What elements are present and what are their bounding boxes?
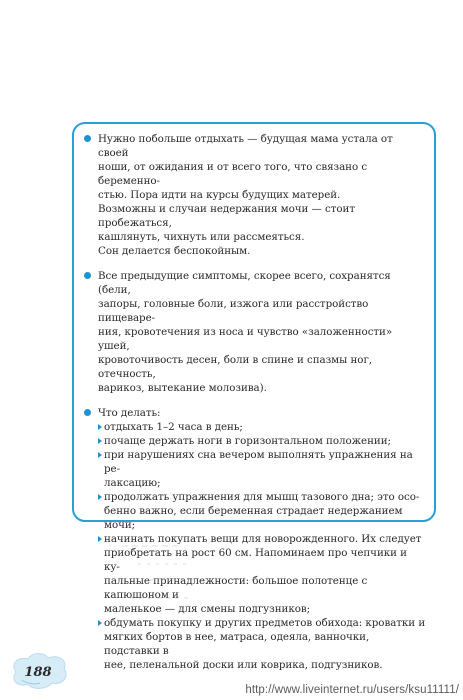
text-line: стью. Пора идти на курсы будущих матерей. <box>98 189 341 201</box>
blue-dot-icon <box>84 409 91 416</box>
watermark-url: http://www.liveinternet.ru/users/ksu11111/ <box>245 684 459 696</box>
faint-bleedthrough-marks <box>120 540 210 610</box>
list-item <box>98 616 426 672</box>
item-line: почаще держать ноги в горизонтальном положении; <box>104 435 391 447</box>
text-line: Нужно побольше отдыхать — будущая мама устала от своей <box>98 133 393 159</box>
list-item <box>98 420 426 434</box>
item-line: при нарушениях сна вечером выполнять упражнения на ре- <box>104 449 413 475</box>
item-line: продолжать упражнения для мышц тазового дна; это осо- <box>104 491 420 503</box>
list-item <box>98 434 426 448</box>
item-line: маленькое — для смены подгузников; <box>104 603 311 615</box>
page-number: 188 <box>24 665 52 680</box>
text-line: ния, кровотечения из носа и чувство «заложенности» ушей, <box>98 326 393 352</box>
text-line: Сон делается беспокойным. <box>98 245 251 257</box>
blue-arrow-icon <box>98 494 102 500</box>
item-line: пальные принадлежности: большое полотенце с капюшоном и <box>104 575 368 601</box>
section-rest <box>86 132 426 258</box>
item-line: обдумать покупку и других предметов обихода: кроватки и <box>104 617 426 629</box>
text-line: Все предыдущие симптомы, скорее всего, сохранятся (бели, <box>98 270 391 296</box>
text-line: кашлянуть, чихнуть или рассмеяться. <box>98 231 305 243</box>
item-line: лаксацию; <box>104 477 161 489</box>
info-box <box>72 122 436 671</box>
blue-arrow-icon <box>98 424 102 430</box>
section-title: Что делать: <box>98 407 161 419</box>
blue-arrow-icon <box>98 452 102 458</box>
text-line: Возможны и случаи недержания мочи — стоит пробежаться, <box>98 203 355 229</box>
text-line: запоры, головные боли, изжога или расстройство пищеваре- <box>98 298 369 324</box>
section-todo <box>86 406 426 672</box>
item-line: мягких бортов в нее, матраса, одеяла, ванночки, подставки в <box>104 631 370 657</box>
item-line: приобретать на рост 60 см. Напоминаем про чепчики и ку- <box>104 547 407 573</box>
item-line: отдыхать 1–2 часа в день; <box>104 421 243 433</box>
section-symptoms <box>86 269 426 395</box>
blue-arrow-icon <box>98 620 102 626</box>
item-line: бенно важно, если беременная страдает недержанием мочи; <box>104 505 403 531</box>
item-line: нее, пеленальной доски или коврика, подгузников. <box>104 659 383 671</box>
blue-arrow-icon <box>98 438 102 444</box>
blue-arrow-icon <box>98 536 102 542</box>
item-line: начинать покупать вещи для новорожденного. Их следует <box>104 533 422 545</box>
list-item <box>98 448 426 490</box>
text-line: варикоз, вытекание молозива). <box>98 382 267 394</box>
text-line: ноши, от ожидания и от всего того, что связано с беременно- <box>98 161 368 187</box>
blue-dot-icon <box>84 272 91 279</box>
list-item <box>98 490 426 532</box>
blue-dot-icon <box>84 135 91 142</box>
text-line: кровоточивость десен, боли в спине и спазмы ног, отечность, <box>98 354 373 380</box>
